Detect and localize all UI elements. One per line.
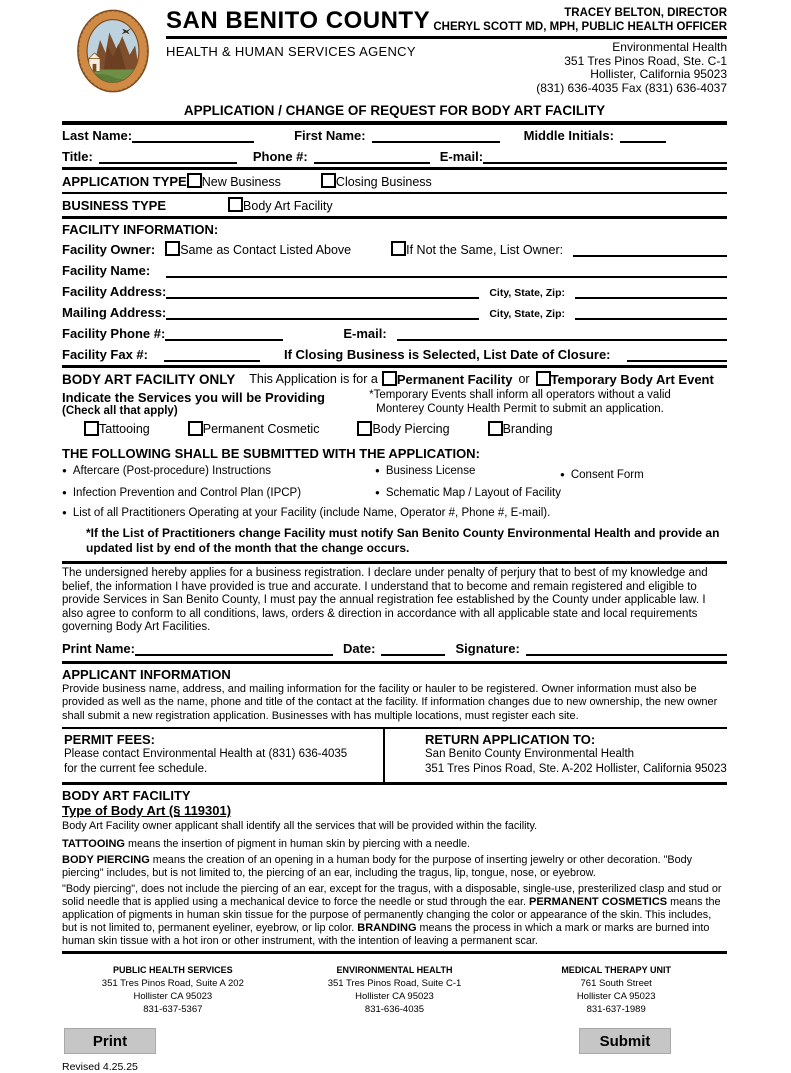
bullet-consent-form: ● Consent Form bbox=[560, 469, 727, 481]
or-label: or bbox=[518, 372, 530, 386]
closure-date-label: If Closing Business is Selected, List Date of Closure: bbox=[283, 347, 611, 362]
agency-name: HEALTH & HUMAN SERVICES AGENCY bbox=[166, 44, 416, 59]
services-subheading: (Check all that apply) bbox=[62, 405, 178, 417]
branding-term: BRANDING bbox=[357, 922, 417, 934]
county-seal-logo bbox=[76, 8, 150, 94]
new-business-label: New Business bbox=[201, 175, 281, 189]
first-name-field[interactable] bbox=[372, 129, 500, 143]
services-heading: Indicate the Services you will be Providing bbox=[62, 390, 325, 405]
title-label: Title: bbox=[62, 149, 93, 164]
service-item-branding bbox=[488, 421, 553, 437]
checkbox-body-piercing[interactable] bbox=[357, 421, 372, 436]
permanent-facility-label: Permanent Facility bbox=[396, 371, 513, 387]
service-item-permanent-cosmetic bbox=[188, 421, 320, 437]
first-name-label: First Name: bbox=[294, 128, 366, 143]
checkbox-body-art-facility[interactable] bbox=[228, 197, 243, 212]
mailing-address-label: Mailing Address: bbox=[62, 305, 167, 320]
submit-button[interactable]: Submit bbox=[579, 1028, 671, 1054]
branding-label: Branding bbox=[502, 422, 553, 436]
service-item-tattooing bbox=[84, 421, 150, 437]
footer-col2-address: 351 Tres Pinos Road, Suite C-1 bbox=[327, 978, 462, 989]
business-type-row bbox=[62, 194, 727, 216]
facility-fax-field[interactable] bbox=[164, 348, 260, 362]
facility-info-heading: FACILITY INFORMATION: bbox=[62, 222, 219, 237]
checkbox-owner-not-same[interactable] bbox=[391, 241, 406, 256]
temporary-event-note-line1: *Temporary Events shall inform all operators without a valid bbox=[369, 389, 671, 401]
email-field[interactable] bbox=[483, 150, 727, 164]
footer-col3-phone: 831-637-1989 bbox=[586, 1004, 646, 1015]
permit-fees-line1: Please contact Environmental Health at (831) 636-4035 bbox=[64, 748, 348, 760]
permanent-cosmetics-term: PERMANENT COSMETICS bbox=[528, 896, 668, 908]
footer-col3-address: 761 South Street bbox=[580, 978, 652, 989]
services-checkbox-row bbox=[84, 421, 727, 437]
facility-email-label: E-mail: bbox=[343, 326, 387, 341]
checkbox-temporary-event[interactable] bbox=[536, 371, 551, 386]
middle-initials-label: Middle Initials: bbox=[523, 128, 614, 143]
mailing-address-field[interactable] bbox=[166, 306, 479, 320]
phone-field[interactable] bbox=[314, 150, 430, 164]
signature-field[interactable] bbox=[526, 642, 727, 656]
facility-address-row bbox=[62, 281, 727, 302]
return-application-line1: San Benito County Environmental Health bbox=[425, 748, 635, 760]
department-address-line1: 351 Tres Pinos Road, Ste. C-1 bbox=[564, 53, 727, 68]
permit-fees-line2: for the current fee schedule. bbox=[64, 762, 208, 775]
section-divider bbox=[62, 951, 727, 954]
submit-with-row1 bbox=[62, 463, 727, 483]
return-application-column bbox=[385, 729, 727, 782]
footer-col2-phone: 831-636-4035 bbox=[364, 1004, 425, 1015]
director-name: TRACEY BELTON, DIRECTOR bbox=[564, 7, 727, 19]
bullet-ipcp: ● Infection Prevention and Control Plan (IPCP) bbox=[62, 487, 375, 499]
footer-col3-title: MEDICAL THERAPY UNIT bbox=[561, 965, 671, 975]
closure-date-field[interactable] bbox=[627, 348, 727, 362]
signature-label: Signature: bbox=[455, 640, 520, 656]
footer-column-medical-therapy bbox=[505, 964, 727, 1016]
tattooing-term: TATTOOING bbox=[62, 838, 125, 850]
definitions-intro: Body Art Facility owner applicant shall identify all the services that will be provided within the facility. bbox=[62, 820, 538, 832]
facility-name-row bbox=[62, 260, 727, 281]
bullet-schematic-map: ● Schematic Map / Layout of Facility bbox=[375, 487, 727, 499]
county-name: SAN BENITO COUNTY bbox=[166, 7, 431, 34]
temporary-event-note bbox=[320, 388, 720, 416]
applicant-info-text: Provide business name, address, and mailing information for the facility or hauler to be registered. Owner information must also be provided as well as the name, phone and title of the contact at the facility. If information changes due to new ownership, the new owner shall submit a new registration application. Businesses with has multiple locations, must register each site. bbox=[62, 682, 718, 722]
application-type-row bbox=[62, 170, 727, 192]
footer-col1-title: PUBLIC HEALTH SERVICES bbox=[112, 965, 233, 975]
checkbox-permanent-cosmetic[interactable] bbox=[188, 421, 203, 436]
body-piercing-definition bbox=[62, 854, 727, 883]
department-name: Environmental Health bbox=[612, 40, 727, 54]
service-item-body-piercing bbox=[357, 421, 449, 437]
facility-csz-field[interactable] bbox=[575, 285, 727, 299]
middle-initials-field[interactable] bbox=[620, 129, 666, 143]
body-art-facility-label: Body Art Facility bbox=[243, 199, 333, 213]
form-title: APPLICATION / CHANGE OF REQUEST FOR BODY ART FACILITY bbox=[183, 103, 606, 118]
return-application-line2: 351 Tres Pinos Road, Ste. A-202 Hollister, California 95023 bbox=[425, 762, 727, 775]
footer-column-environmental-health bbox=[284, 964, 506, 1016]
application-is-for-label: This Application is for a bbox=[249, 372, 378, 386]
checkbox-branding[interactable] bbox=[488, 421, 503, 436]
date-label: Date: bbox=[342, 640, 376, 656]
facility-email-field[interactable] bbox=[397, 327, 727, 341]
facility-phone-field[interactable] bbox=[165, 327, 283, 341]
facility-address-field[interactable] bbox=[166, 285, 479, 299]
piercing-exclusion-text: "Body piercing", does not include the piercing of an ear, except for the tragus, with a disposable, single-use, presterilized clasp and stud or solid needle that is applied using a mechanical device to force the needle or stud through the ear. bbox=[62, 883, 722, 908]
title-field[interactable] bbox=[99, 150, 237, 164]
facility-name-field[interactable] bbox=[166, 264, 727, 278]
submit-with-heading: THE FOLLOWING SHALL BE SUBMITTED WITH THE APPLICATION: bbox=[62, 446, 480, 461]
body-piercing-term: BODY PIERCING bbox=[62, 854, 150, 866]
facility-owner-row bbox=[62, 238, 727, 260]
department-phone-fax: (831) 636-4035 Fax (831) 636-4037 bbox=[536, 80, 727, 95]
footer-col3-city: Hollister CA 95023 bbox=[576, 991, 656, 1002]
owner-not-same-label: If Not the Same, List Owner: bbox=[406, 243, 564, 257]
applicant-info-heading: APPLICANT INFORMATION bbox=[62, 666, 231, 682]
facility-owner-label: Facility Owner: bbox=[62, 242, 156, 257]
footer-col2-city: Hollister CA 95023 bbox=[355, 991, 434, 1002]
bullet-practitioner-list: ● List of all Practitioners Operating at your Facility (include Name, Operator #, Phone #, E-mail). bbox=[62, 507, 727, 519]
mailing-csz-field[interactable] bbox=[575, 306, 727, 320]
owner-name-field[interactable] bbox=[573, 243, 727, 257]
revised-date: Revised 4.25.25 bbox=[62, 1061, 138, 1073]
body-piercing-definition-text: means the creation of an opening in a human body for the purpose of inserting jewelry or other decoration. "Body piercing" includes, but is not limited to, the piercing of an ear, including the tragus, lip, tongue, nose, or eyebrow. bbox=[62, 854, 693, 879]
form-buttons-row bbox=[62, 1028, 727, 1054]
bullet-aftercare: ● Aftercare (Post-procedure) Instructions bbox=[62, 465, 375, 481]
tattooing-label: Tattooing bbox=[99, 422, 150, 436]
phone-label: Phone #: bbox=[252, 149, 308, 164]
body-art-only-row bbox=[62, 368, 727, 388]
submit-with-row2 bbox=[62, 483, 727, 503]
email-label: E-mail: bbox=[439, 149, 484, 164]
temporary-event-note-line2: Monterey County Health Permit to submit an application. bbox=[376, 403, 664, 415]
cosmetics-branding-definition bbox=[62, 883, 727, 951]
facility-phone-row bbox=[62, 323, 727, 344]
business-type-label: BUSINESS TYPE bbox=[62, 198, 167, 213]
facility-fax-row bbox=[62, 344, 727, 365]
facility-fax-label: Facility Fax #: bbox=[62, 347, 148, 362]
application-type-label: APPLICATION TYPE bbox=[62, 174, 187, 189]
footer-col2-title: ENVIRONMENTAL HEALTH bbox=[336, 965, 453, 975]
facility-address-label: Facility Address: bbox=[62, 284, 167, 299]
contact-title-row bbox=[62, 146, 727, 167]
body-art-only-heading: BODY ART FACILITY ONLY bbox=[62, 371, 236, 387]
permanent-cosmetics-definition-text: means the application of pigments in human skin tissue for the purpose of permanently changing the color or appearance of the skin. This includes, but is not limited to, permanent eyeliner, eyebrow, or lip color. bbox=[62, 896, 721, 934]
owner-same-label: Same as Contact Listed Above bbox=[180, 243, 352, 257]
signature-row bbox=[62, 637, 727, 661]
temporary-event-label: Temporary Body Art Event bbox=[550, 371, 714, 387]
checkbox-new-business[interactable] bbox=[187, 173, 202, 188]
mailing-csz-label: City, State, Zip: bbox=[489, 308, 565, 320]
footer-col1-address: 351 Tres Pinos Road, Suite A 202 bbox=[101, 978, 244, 989]
department-address-line2: Hollister, California 95023 bbox=[590, 67, 727, 81]
last-name-field[interactable] bbox=[132, 129, 254, 143]
tattooing-definition bbox=[62, 838, 727, 854]
footer-col1-phone: 831-637-5367 bbox=[143, 1004, 203, 1015]
footer-col1-city: Hollister CA 95023 bbox=[133, 991, 213, 1002]
practitioner-change-note: *If the List of Practitioners change Facility must notify San Benito County Environmental Health and provide an updated list by end of the month that the change occurs. bbox=[86, 526, 720, 555]
permanent-cosmetic-label: Permanent Cosmetic bbox=[202, 422, 320, 436]
permit-fees-column bbox=[62, 729, 385, 782]
definitions-heading: BODY ART FACILITY bbox=[62, 788, 191, 803]
letterhead bbox=[62, 6, 727, 100]
facility-phone-label: Facility Phone #: bbox=[62, 326, 166, 341]
closing-business-label: Closing Business bbox=[335, 175, 432, 189]
body-piercing-label: Body Piercing bbox=[372, 422, 450, 436]
submit-with-row3 bbox=[62, 503, 727, 523]
mailing-address-row bbox=[62, 302, 727, 323]
footer-column-public-health bbox=[62, 964, 284, 1016]
return-application-heading: RETURN APPLICATION TO: bbox=[425, 732, 596, 747]
declaration-paragraph: The undersigned hereby applies for a business registration. I declare under penalty of perjury that to best of my knowledge and belief, the information I have provided is true and accurate. I understand that to become and remain registered and eligible to provide Services in San Benito County, I must pay the annual registration fee established by the County under applicable law. I also agree to conform to all conditions, laws, orders & direction in accordance with all applicable state and local requirements governing Body Art Facilities. bbox=[62, 567, 708, 633]
footer-columns bbox=[62, 964, 727, 1016]
health-officer-name: CHERYL SCOTT MD, MPH, PUBLIC HEALTH OFFICER bbox=[433, 21, 727, 33]
checkbox-closing-business[interactable] bbox=[321, 173, 336, 188]
checkbox-tattooing[interactable] bbox=[84, 421, 99, 436]
last-name-label: Last Name: bbox=[62, 128, 133, 143]
bullet-business-license: ● Business License bbox=[375, 465, 560, 481]
checkbox-permanent-facility[interactable] bbox=[382, 371, 397, 386]
date-field[interactable] bbox=[381, 642, 445, 656]
print-name-field[interactable] bbox=[135, 642, 333, 656]
facility-name-label: Facility Name: bbox=[62, 263, 151, 278]
contact-name-row bbox=[62, 125, 727, 146]
tattooing-definition-text: means the insertion of pigment in human skin by piercing with a needle. bbox=[124, 838, 471, 850]
branding-definition-text: means the process in which a mark or marks are burned into human skin tissue with a hot iron or other instrument, with the intention of leaving a permanent scar. bbox=[62, 922, 710, 947]
permit-fees-heading: PERMIT FEES: bbox=[64, 732, 156, 747]
definitions-subheading: Type of Body Art (§ 119301) bbox=[62, 803, 232, 818]
facility-csz-label: City, State, Zip: bbox=[489, 287, 565, 299]
print-name-label: Print Name: bbox=[62, 640, 135, 656]
fees-return-section bbox=[62, 727, 727, 782]
checkbox-owner-same[interactable] bbox=[165, 241, 180, 256]
print-button[interactable]: Print bbox=[64, 1028, 156, 1054]
